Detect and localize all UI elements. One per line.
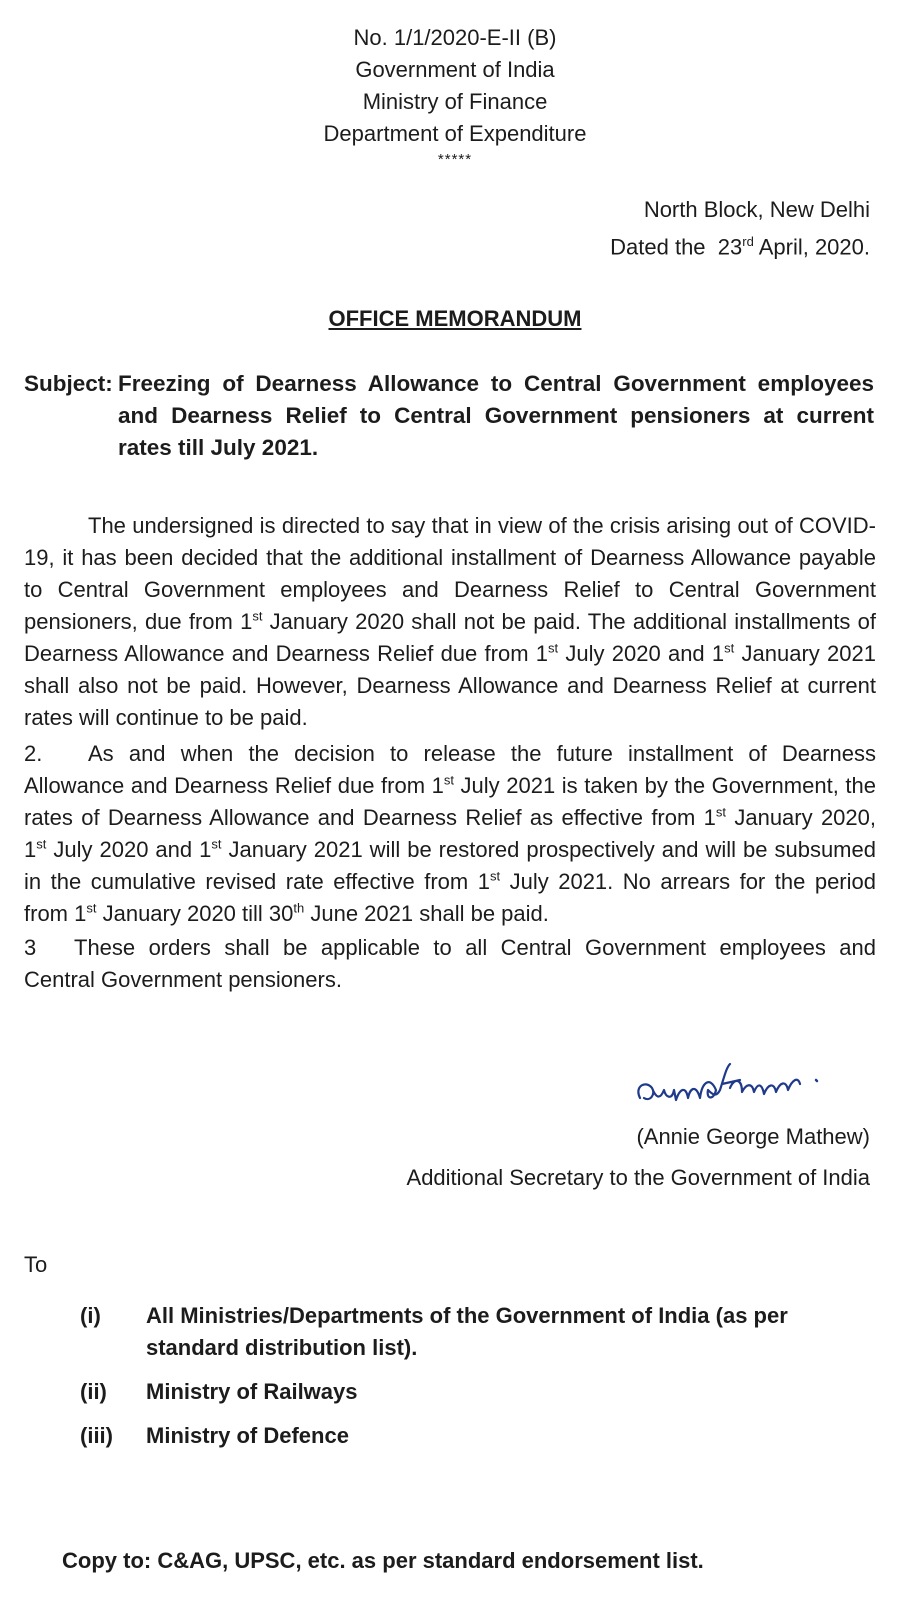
date-suffix: rd bbox=[742, 234, 754, 249]
government-name: Government of India bbox=[355, 57, 555, 82]
recipient-list bbox=[80, 1300, 880, 1464]
para1-sup-2: st bbox=[548, 640, 559, 656]
para2-sup-6: st bbox=[86, 900, 97, 916]
department-name: Department of Expenditure bbox=[323, 121, 587, 146]
para1-text-4: January 2021 shall also not be paid. However, Dearness Allowance and Dearness Relief at current rates will continue to be paid. bbox=[24, 641, 876, 730]
para2-text-3: January 2020, 1 bbox=[24, 805, 876, 862]
document-title: OFFICE MEMORANDUM bbox=[328, 306, 582, 331]
signatory-name: (Annie George Mathew) bbox=[636, 1124, 870, 1149]
handwritten-signature bbox=[630, 1054, 830, 1120]
para1-text-2: January 2020 shall not be paid. The additional installments of Dearness Allowance and Dearness Relief due from 1 bbox=[24, 609, 876, 666]
recipient-text: Ministry of Railways bbox=[146, 1379, 358, 1404]
place-line: North Block, New Delhi bbox=[643, 197, 870, 222]
para1-text-3: July 2020 and 1 bbox=[558, 641, 725, 666]
recipient-number: (i) bbox=[80, 1303, 101, 1328]
paragraph-3 bbox=[24, 932, 876, 996]
ministry-name: Ministry of Finance bbox=[362, 89, 548, 114]
para2-text-4: July 2020 and 1 bbox=[46, 837, 212, 862]
para2-sup-1: st bbox=[443, 772, 454, 788]
copy-to-line: Copy to: C&AG, UPSC, etc. as per standard endorsement list. bbox=[62, 1548, 704, 1573]
para2-number: 2. bbox=[24, 741, 43, 766]
date-rest: April, 2020. bbox=[753, 234, 870, 260]
para2-sup-2: st bbox=[715, 804, 727, 820]
recipient-item bbox=[80, 1420, 880, 1452]
subject-text: Freezing of Dearness Allowance to Central Government employees and Dearness Relief to Central Government pensioners at current rates till July 2021. bbox=[118, 371, 874, 460]
signatory-designation: Additional Secretary to the Government of India bbox=[406, 1165, 870, 1190]
para2-text-1: As and when the decision to release the future installment of Dearness Allowance and Dearness Relief due from 1 bbox=[24, 741, 876, 798]
para2-sup-7: th bbox=[293, 900, 305, 916]
recipient-text: Ministry of Defence bbox=[146, 1423, 349, 1448]
recipient-item bbox=[80, 1300, 880, 1364]
para2-text-5: January 2021 will be restored prospectively and will be subsumed in the cumulative revised rate effective from 1 bbox=[24, 837, 876, 894]
para3-text: These orders shall be applicable to all Central Government employees and Central Government pensioners. bbox=[24, 935, 876, 992]
subject-block bbox=[24, 368, 874, 464]
file-number: No. 1/1/2020-E-II (B) bbox=[353, 25, 557, 50]
para2-sup-3: st bbox=[36, 836, 47, 852]
para2-sup-4: st bbox=[211, 836, 222, 852]
header-separator: ***** bbox=[437, 151, 473, 168]
paragraph-1 bbox=[24, 510, 876, 734]
para1-sup-3: st bbox=[724, 640, 735, 656]
recipient-text: All Ministries/Departments of the Government of India (as per standard distribution list). bbox=[146, 1303, 788, 1360]
para2-sup-5: st bbox=[489, 868, 501, 884]
para2-text-2: July 2021 is taken by the Government, the rates of Dearness Allowance and Dearness Relief as effective from 1 bbox=[24, 773, 876, 830]
subject-label: Subject: bbox=[24, 371, 113, 396]
recipient-number: (ii) bbox=[80, 1379, 107, 1404]
para1-text-1: The undersigned is directed to say that in view of the crisis arising out of COVID-19, it has been decided that the additional installment of Dearness Allowance payable to Central Government employees and Dearness Relief to Central Government pensioners, due from 1 bbox=[24, 513, 876, 634]
recipient-item bbox=[80, 1376, 880, 1408]
recipient-number: (iii) bbox=[80, 1423, 113, 1448]
to-label: To bbox=[24, 1252, 48, 1277]
paragraph-2 bbox=[24, 738, 876, 930]
date-prefix: Dated the 23 bbox=[610, 234, 743, 260]
para2-text-7: January 2020 till 30 bbox=[96, 901, 294, 926]
para2-text-8: June 2021 shall be paid. bbox=[304, 901, 549, 926]
date-line bbox=[610, 226, 870, 263]
para2-text-6: July 2021. No arrears for the period from 1 bbox=[24, 869, 876, 926]
para1-sup-1: st bbox=[252, 608, 263, 624]
para3-number: 3 bbox=[24, 935, 37, 960]
